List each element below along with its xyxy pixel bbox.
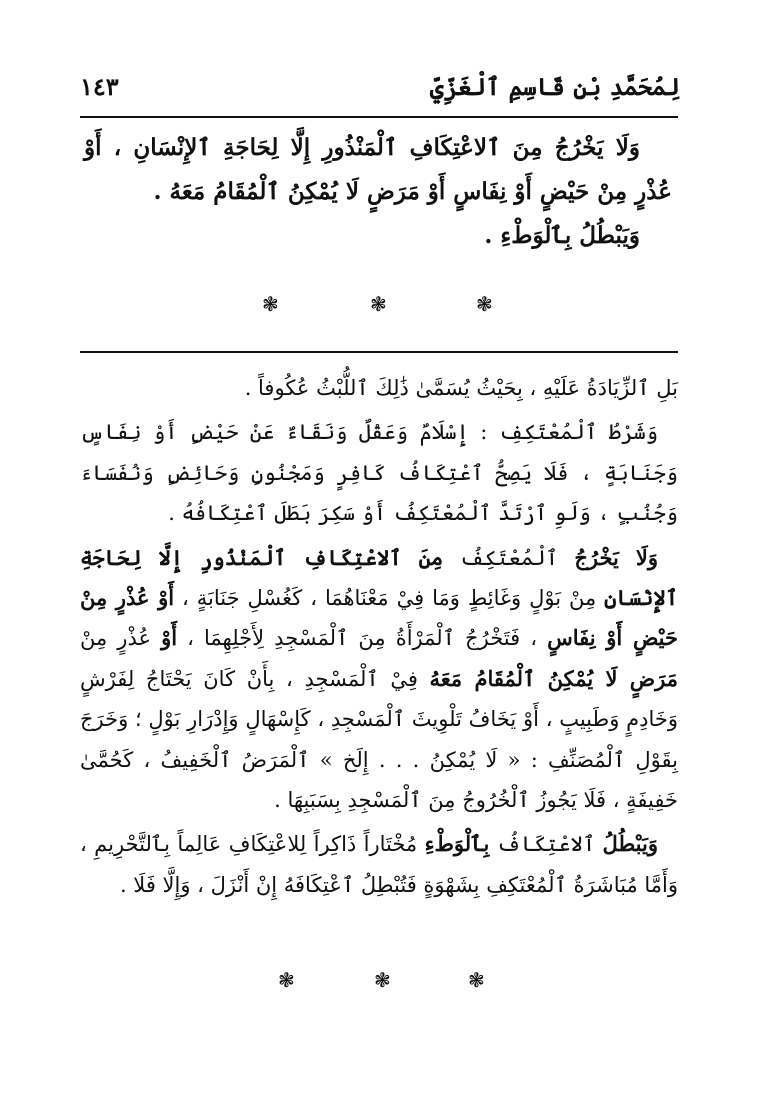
running-header	[80, 68, 680, 108]
matn-paragraph: وَيَبْطُلُ بِٱلْوَطْءِ .	[484, 222, 640, 249]
separator-star-icon: ❃	[374, 968, 391, 992]
commentary-rule	[80, 351, 678, 353]
commentary-text	[80, 368, 678, 909]
matn-quote: وَلَا يَخْرُجُ	[574, 544, 658, 570]
commentary-run: فِيْ ٱلْمَسْجِدِ ، بِأَنْ كَانَ يَحْتَاجُ لِفَرْشٍ وَخَادِمٍ وَطَبِيبٍ ، أَوْ يَخَافُ تَلْوِيثَ ٱلْمَسْجِدِ ، كَإِسْهَالٍ وَإِدْرَارِ بَوْلٍ ؛ وَخَرَجَ بِقَوْلِ ٱلْمُصَنِّفِ : « لَا يُمْكِنُ . . . إِلَخ » ٱلْمَرَضُ ٱلْخَفِيفُ ، كَحُمَّىٰ خَفِيفَةٍ ، فَلَا يَجُوزُ ٱلْخُرُوجُ مِنَ ٱلْمَسْجِدِ بِسَبَبِهَا .	[80, 666, 678, 813]
separator-star-icon: ❃	[278, 968, 295, 992]
commentary-paragraph: بَلِ ٱلزِّيَادَةُ عَلَيْهِ ، بِحَيْثُ يُسَمَّىٰ ذَٰلِكَ ٱللُّبْثُ عُكُوفاً .	[244, 376, 678, 400]
commentary-run: ٱلْمُعْتَكِفُ	[443, 545, 575, 570]
matn-paragraph: وَلَا يَخْرُجُ مِنَ ٱلاعْتِكَافِ ٱلْمَنْذُورِ إِلَّا لِحَاجَةِ ٱلإِنْسَانِ ، أَوْ عُذْرٍ مِنْ حَيْضٍ أَوْ نِفَاسٍ أَوْ مَرَضٍ لَا يُمْكِنُ ٱلْمُقَامُ مَعَهُ .	[84, 134, 672, 205]
matn-text	[84, 126, 672, 258]
section-separator	[0, 968, 765, 992]
separator-star-icon: ❃	[468, 968, 485, 992]
commentary-run: ٱلاعْتِكَافُ	[489, 832, 603, 857]
separator-star-icon: ❃	[262, 292, 279, 316]
matn-quote: وَيَبْطُلُ	[602, 831, 658, 857]
commentary-run: مِنْ بَوْلٍ وَغَائِطٍ وَمَا فِيْ مَعْنَاهُمَا ، كَغُسْلِ جَنَابَةٍ ،	[174, 586, 605, 611]
page-number: ١٤٣	[80, 72, 119, 101]
section-separator	[0, 292, 765, 316]
commentary-run: ، فَتَخْرُجُ ٱلْمَرْأَةُ مِنَ ٱلْمَسْجِدِ لِأَجْلِهِمَا ،	[177, 626, 548, 651]
matn-quote: مِنَ ٱلاعْتِكَافِ ٱلْمَنْذُورِ إِلَّا لِحَاجَةِ ٱلإِنْسَانِ	[80, 544, 678, 611]
matn-quote: بِٱلْوَطْءِ	[424, 831, 490, 857]
separator-star-icon: ❃	[370, 292, 387, 316]
matn-quote: مَرَضٍ لَا يُمْكِنُ ٱلْمُقَامُ مَعَهُ	[429, 665, 678, 691]
commentary-paragraph: وَشَرْطُ ٱلْمُعْتَكِفِ : إِسْلَامٌ وَعَقْلٌ وَنَقَاءٌ عَنْ حَيْضٍ أَوْ نِفَاسٍ وَجَنَابَةٍ ، فَلَا يَصِحُّ ٱعْتِكَافُ كَافِرٍ وَمَجْنُونٍ وَحَائِضٍ وَنُفَسَاءَ وَجُنُبٍ ، وَلَوِ ٱرْتَدَّ ٱلْمُعْتَكِفُ أَوْ سَكِرَ بَطَلَ ٱعْتِكَافُهُ .	[80, 420, 678, 526]
commentary-paragraph	[80, 824, 678, 905]
commentary-paragraph	[80, 538, 678, 821]
commentary-run: عُذْرٍ مِنْ	[80, 626, 162, 651]
separator-star-icon: ❃	[476, 292, 493, 316]
matn-quote: أَوْ	[161, 625, 178, 651]
running-title: لِمُحَمَّدِ بْنِ قَاسِمِ ٱلْغَزِّيِّ	[429, 72, 680, 101]
commentary-run: مُخْتَاراً ذَاكِراً لِلاعْتِكَافِ عَالِماً بِٱلتَّحْرِيمِ ، وَأَمَّا مُبَاشَرَةُ ٱلْمُعْتَكِفِ بِشَهْوَةٍ فَتُبْطِلُ ٱعْتِكَافَهُ إِنْ أَنْزَلَ ، وَإِلَّا فَلَا .	[80, 832, 678, 897]
header-rule	[80, 116, 678, 118]
matn-quote: أَوْ عُذْرٍ مِنْ حَيْضٍ أَوْ نِفَاسٍ	[80, 585, 678, 651]
